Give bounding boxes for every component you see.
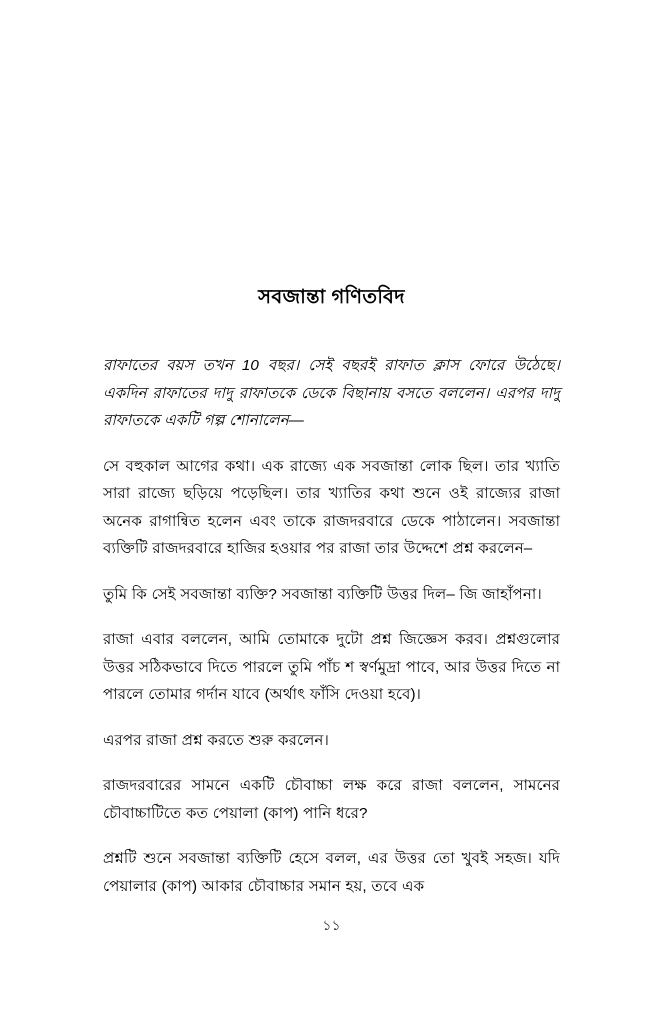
page-title: সবজান্তা গণিতবিদ xyxy=(258,286,405,308)
paragraph-7: প্রশ্নটি শুনে সবজান্তা ব্যক্তিটি হেসে বলল, এর উত্তর তো খুবই সহজ। যদি পেয়ালার (কাপ) আকার চৌবাচ্চার সমান হয়, তবে এক xyxy=(103,850,560,895)
paragraph-4: রাজা এবার বললেন, আমি তোমাকে দুটো প্রশ্ন জিজ্ঞেস করব। প্রশ্নগুলোর উত্তর সঠিকভাবে দিতে পারলে তুমি পাঁচ শ স্বর্ণমুদ্রা পাবে, আর উত্তর দিতে না পারলে তোমার গর্দান যাবে (অর্থাৎ ফাঁসি দেওয়া হবে)। xyxy=(103,631,560,704)
paragraph-1: রাফাতের বয়স তখন 10 বছর। সেই বছরই রাফাত ক্লাস ফোরে উঠেছে। একদিন রাফাতের দাদু রাফাতকে ডেকে বিছানায় বসতে বললেন। এরপর দাদু রাফাতকে একটি গল্প শোনালেন— xyxy=(103,357,560,430)
paragraph-2: সে বহুকাল আগের কথা। এক রাজ্যে এক সবজান্তা লোক ছিল। তার খ্যাতি সারা রাজ্যে ছড়িয়ে পড়েছিল। তার খ্যাতির কথা শুনে ওই রাজ্যের রাজা অনেক রাগান্বিত হলেন এবং তাকে রাজদরবারে ডেকে পাঠালেন। সবজান্তা ব্যক্তিটি রাজদরবারে হাজির হওয়ার পর রাজা তার উদ্দেশে প্রশ্ন করলেন– xyxy=(103,457,560,558)
paragraph-3: তুমি কি সেই সবজান্তা ব্যক্তি? সবজান্তা ব্যক্তিটি উত্তর দিল– জি জাহাঁপনা। xyxy=(103,585,542,603)
page-number: ১১ xyxy=(322,917,341,933)
paragraph-6: রাজদরবারের সামনে একটি চৌবাচ্চা লক্ষ করে রাজা বললেন, সামনের চৌবাচ্চাটিতে কত পেয়ালা (কাপ) পানি ধরে? xyxy=(103,777,560,822)
paragraph-5: এরপর রাজা প্রশ্ন করতে শুরু করলেন। xyxy=(103,731,329,749)
page-text-block xyxy=(103,284,560,900)
